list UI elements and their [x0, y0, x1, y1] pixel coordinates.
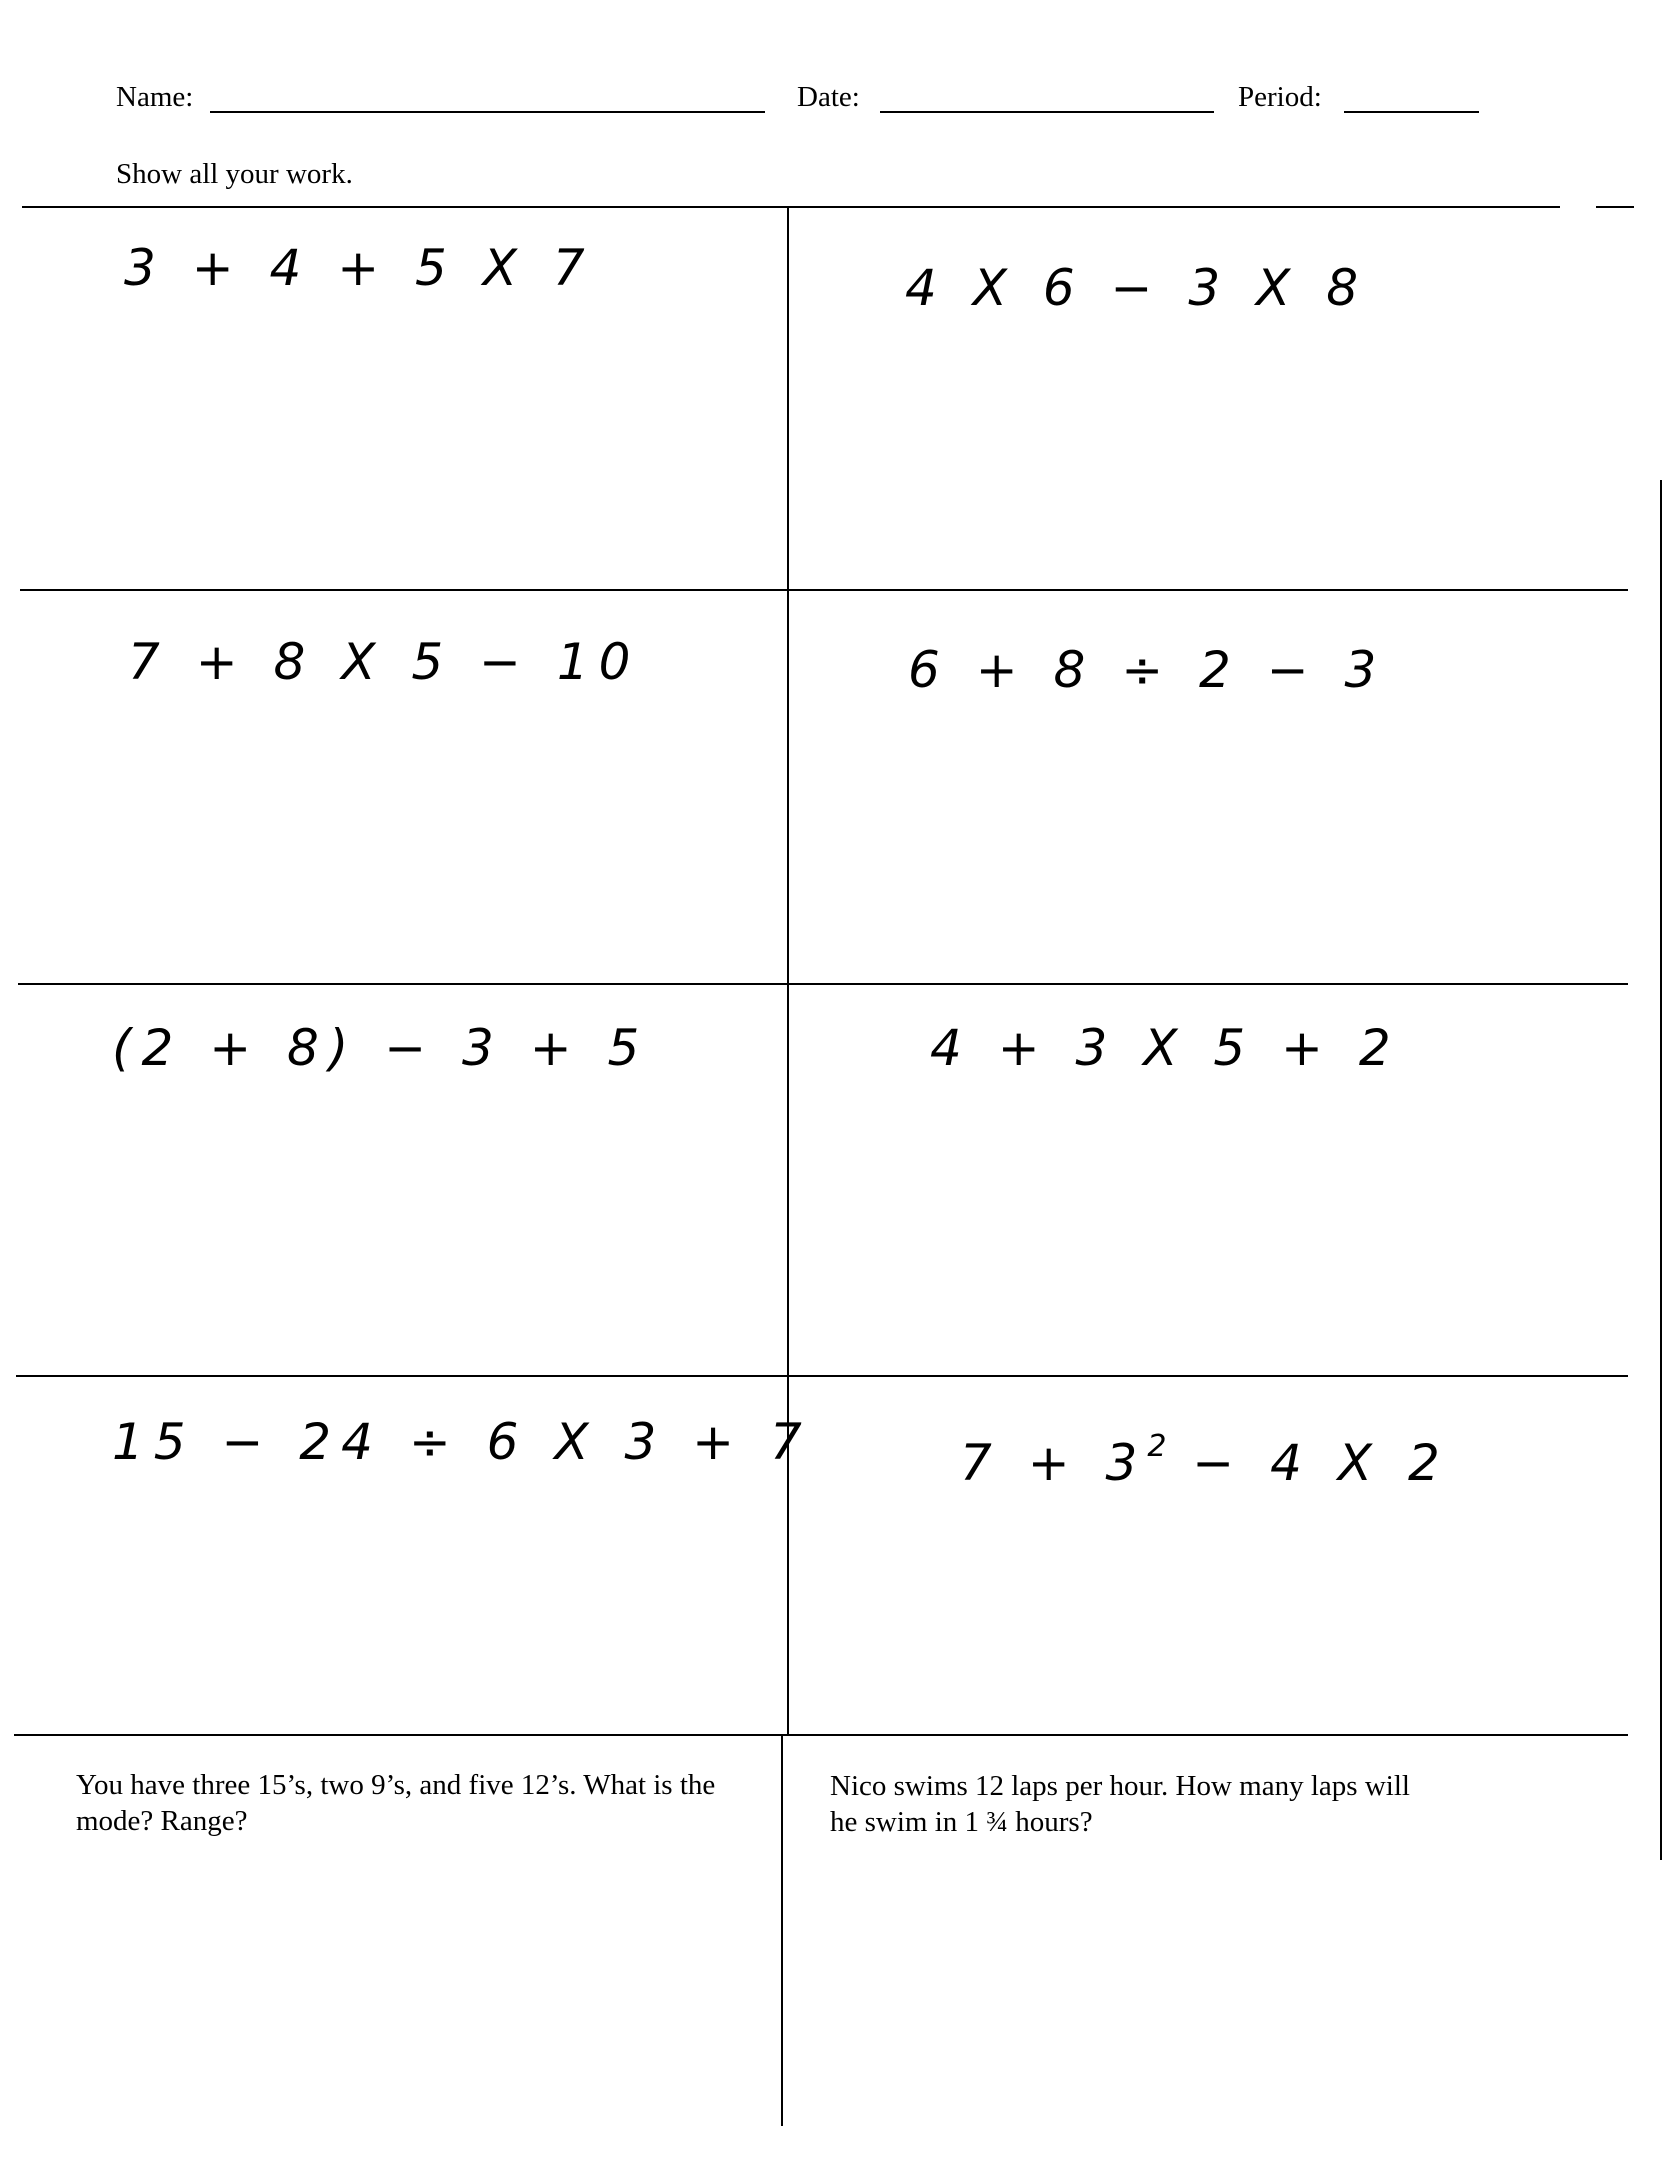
problem-8-rest: − 4 X 2 — [1166, 1434, 1450, 1492]
period-blank[interactable] — [1344, 111, 1479, 113]
problem-8-base: 7 + 3 — [960, 1434, 1148, 1492]
word-problem-2: Nico swims 12 laps per hour. How many laps will he swim in 1 ¾ hours? — [830, 1770, 1410, 1838]
problem-8-exponent: 2 — [1147, 1429, 1167, 1464]
date-blank[interactable] — [880, 111, 1214, 113]
word-problem-1: You have three 15’s, two 9’s, and five 12’s. What is the mode? Range? — [76, 1769, 716, 1837]
grid-line-row-4 — [14, 1734, 1628, 1736]
name-blank[interactable] — [210, 111, 765, 113]
problem-3: 7 + 8 X 5 − 10 — [128, 633, 641, 691]
problem-6: 4 + 3 X 5 + 2 — [930, 1019, 1401, 1077]
grid-line-center-upper — [787, 206, 789, 1736]
grid-line-row-1 — [20, 589, 1628, 591]
grid-line-row-2 — [18, 983, 1628, 985]
problem-4: 6 + 8 ÷ 2 − 3 — [908, 641, 1387, 699]
instructions: Show all your work. — [116, 158, 353, 190]
problem-2: 4 X 6 − 3 X 8 — [905, 259, 1369, 317]
period-label: Period: — [1238, 81, 1322, 113]
page-edge-right — [1660, 480, 1662, 1860]
grid-line-center-lower — [781, 1734, 783, 2126]
problem-5: (2 + 8) − 3 + 5 — [112, 1019, 650, 1077]
grid-line-row-3 — [16, 1375, 1628, 1377]
problem-8 — [960, 1417, 1450, 1493]
problem-7: 15 − 24 ÷ 6 X 3 + 7 — [112, 1413, 812, 1471]
grid-line-top — [22, 206, 1560, 208]
grid-line-top-tail — [1596, 206, 1634, 208]
date-label: Date: — [797, 81, 860, 113]
name-label: Name: — [116, 81, 194, 113]
problem-1: 3 + 4 + 5 X 7 — [124, 239, 595, 297]
